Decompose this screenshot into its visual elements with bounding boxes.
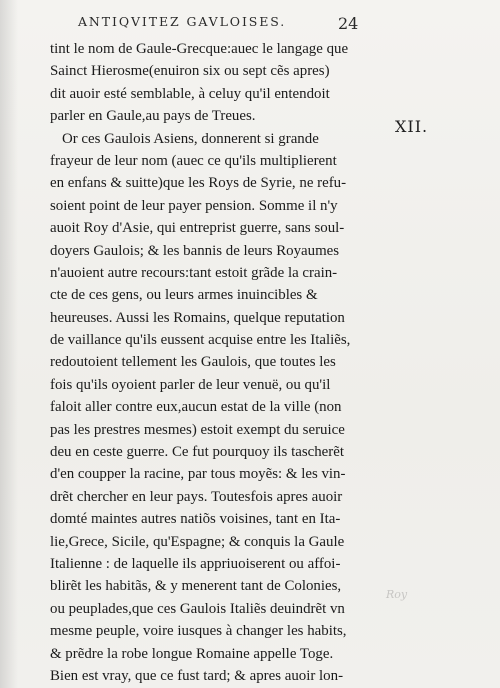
marginal-note: XII. xyxy=(395,117,429,136)
text-line: d'en coupper la racine, par tous moyẽs: & les vin- xyxy=(50,466,346,483)
gutter-shadow xyxy=(0,0,18,688)
text-line: drẽt chercher en leur pays. Toutesfois apres auoir xyxy=(50,488,343,505)
text-line: parler en Gaule,au pays de Treues. xyxy=(50,108,256,125)
text-line: deu en ceste guerre. Ce fut pourquoy ils tascherẽt xyxy=(50,444,344,461)
text-line: domté maintes autres natiõs voisines, tant en Ita- xyxy=(50,511,341,528)
body-text xyxy=(50,38,370,687)
page-number: 24 xyxy=(338,14,359,33)
text-line: tint le nom de Gaule-Grecque:auec le langage que xyxy=(50,41,349,57)
text-line: ou peuplades,que ces Gaulois Italiẽs deuindrẽt vn xyxy=(50,600,345,617)
text-line: pas les prestres mesmes) estoit exempt du seruice xyxy=(50,421,345,438)
text-line: Sainct Hierosme(enuiron six ou sept cẽs apres) xyxy=(50,63,330,80)
text-line: mesme peuple, voire iusques à changer les habits, xyxy=(50,623,347,640)
text-line: auoit Roy d'Asie, qui entreprist guerre, sans soul- xyxy=(50,220,345,237)
text-line: n'auoient autre recours:tant estoit grãde la crain- xyxy=(50,264,338,281)
text-line: lie,Grece, Sicile, qu'Espagne; & conquis la Gaule xyxy=(50,533,345,550)
text-line: heureuses. Aussi les Romains, quelque reputation xyxy=(50,309,345,326)
text-line: en enfans & suitte)que les Roys de Syrie, ne refu- xyxy=(50,175,347,192)
text-line: soient point de leur payer pension. Somme il n'y xyxy=(50,197,338,214)
text-line: Italienne : de laquelle ils appriuoiserent ou affoi- xyxy=(50,555,341,572)
text-line: redoutoient tellement les Gaulois, que toutes les xyxy=(50,354,336,371)
text-line: blirẽt les habitãs, & y menerent tant de Colonies, xyxy=(50,578,342,595)
text-line: dit auoir esté semblable, à celuy qu'il entendoit xyxy=(50,85,330,102)
text-line: frayeur de leur nom (auec ce qu'ils multiplierent xyxy=(50,152,337,169)
text-line: faloit aller contre eux,aucun estat de la ville (non xyxy=(50,399,342,416)
text-line: Or ces Gaulois Asiens, donnerent si grande xyxy=(62,130,319,147)
show-through-text: Roy xyxy=(386,588,408,601)
text-line: cte de ces gens, ou leurs armes inuincibles & xyxy=(50,287,318,304)
text-line: Bien est vray, que ce fust tard; & apres auoir lon- xyxy=(50,667,344,684)
text-line: doyers Gaulois; & les bannis de leurs Royaumes xyxy=(50,242,340,259)
text-line: & prẽdre la robe longue Romaine appelle Toge. xyxy=(50,645,334,662)
text-line: de vaillance qu'ils eussent acquise entre les Italiẽs, xyxy=(50,332,351,349)
text-line: fois qu'ils oyoient parler de leur venuë, ou qu'il xyxy=(50,376,331,393)
running-head: ANTIQVITEZ GAVLOISES. xyxy=(78,14,287,29)
page-header xyxy=(78,14,368,38)
